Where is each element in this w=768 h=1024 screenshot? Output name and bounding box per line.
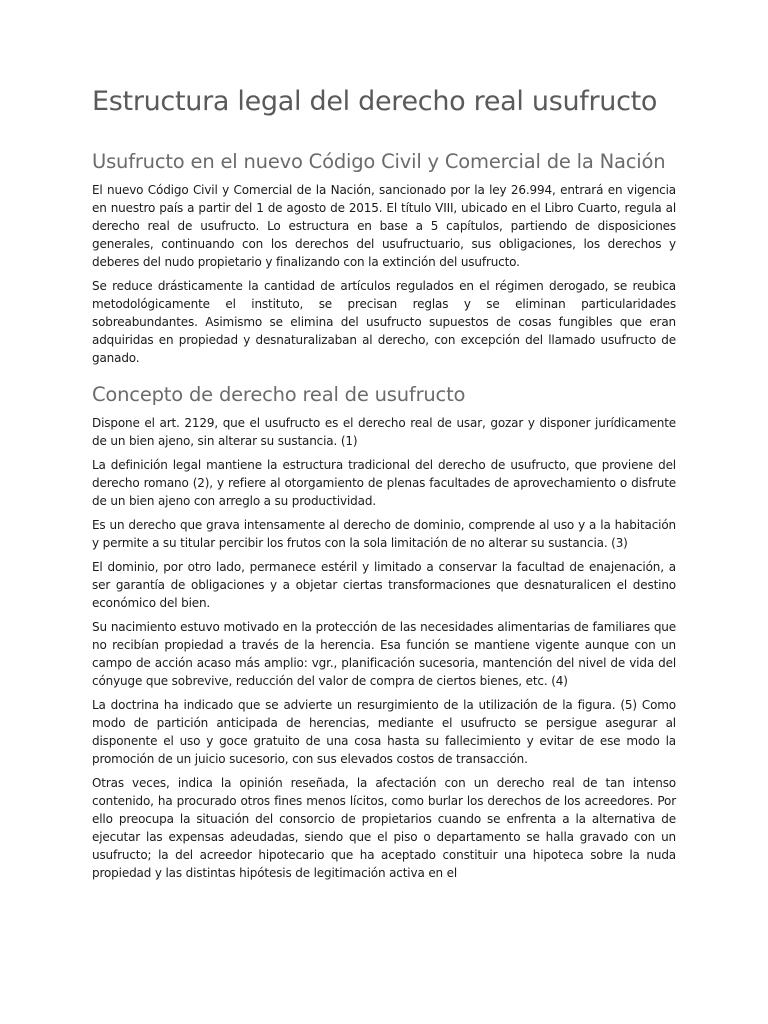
document-title: Estructura legal del derecho real usufructo (92, 86, 658, 117)
section-concepto-usufructo (92, 381, 676, 882)
paragraph: La definición legal mantiene la estructura tradicional del derecho de usufructo, que proviene del derecho romano (2), y refiere al otorgamiento de plenas facultades de aprovechamiento o disfrute de un bien ajeno con arreglo a su productividad. (92, 458, 676, 508)
paragraph: Es un derecho que grava intensamente al derecho de dominio, comprende al uso y a la habitación y permite a su titular percibir los frutos con la sola limitación de no alterar su sustancia. (3) (92, 518, 676, 550)
paragraph: Dispone el art. 2129, que el usufructo es el derecho real de usar, gozar y disponer jurídicamente de un bien ajeno, sin alterar su sustancia. (1) (92, 416, 676, 448)
section-usufructo-nuevo-codigo (92, 148, 676, 367)
paragraph: La doctrina ha indicado que se advierte un resurgimiento de la utilización de la figura. (5) Como modo de partición anticipada de herencias, mediante el usufructo se persigue asegurar al disponente el uso y goce gratuito de una cosa hasta su fallecimiento y evitar de ese modo la promoción de un juicio sucesorio, con sus elevados costos de transacción. (92, 698, 676, 766)
section-heading: Concepto de derecho real de usufructo (92, 383, 466, 406)
paragraph: El nuevo Código Civil y Comercial de la Nación, sancionado por la ley 26.994, entrará en vigencia en nuestro país a partir del 1 de agosto de 2015. El título VIII, ubicado en el Libro Cuarto, regula al derecho real de usufructo. Lo estructura en base a 5 capítulos, partiendo de disposiciones generales, continuando con los derechos del usufructuario, sus obligaciones, los derechos y deberes del nudo propietario y finalizando con la extinción del usufructo. (92, 183, 676, 269)
paragraph: El dominio, por otro lado, permanece estéril y limitado a conservar la facultad de enajenación, a ser garantía de obligaciones y a objetar ciertas transformaciones que desnaturalicen el destino económico del bien. (92, 560, 676, 610)
paragraph: Otras veces, indica la opinión reseñada, la afectación con un derecho real de tan intenso contenido, ha procurado otros fines menos lícitos, como burlar los derechos de los acreedores. Por ello preocupa la situación del consorcio de propietarios cuando se enfrenta a la alternativa de ejecutar las expensas adeudadas, siendo que el piso o departamento se halla gravado con un usufructo; la del acreedor hipotecario que ha aceptado constituir una hipoteca sobre la nuda propiedad y las distintas hipótesis de legitimación activa en el (92, 776, 676, 880)
paragraph: Su nacimiento estuvo motivado en la protección de las necesidades alimentarias de familiares que no recibían propiedad a través de la herencia. Esa función se mantiene vigente aunque con un campo de acción acaso más amplio: vgr., planificación sucesoria, mantención del nivel de vida del cónyuge que sobrevive, reducción del valor de compra de ciertos bienes, etc. (4) (92, 620, 676, 688)
paragraph: Se reduce drásticamente la cantidad de artículos regulados en el régimen derogado, se reubica metodológicamente el instituto, se precisan reglas y se eliminan particularidades sobreabundantes. Asimismo se elimina del usufructo supuestos de cosas fungibles que eran adquiridas en propiedad y desnaturalizaban al derecho, con excepción del llamado usufructo de ganado. (92, 279, 676, 365)
section-heading: Usufructo en el nuevo Código Civil y Comercial de la Nación (92, 150, 666, 173)
